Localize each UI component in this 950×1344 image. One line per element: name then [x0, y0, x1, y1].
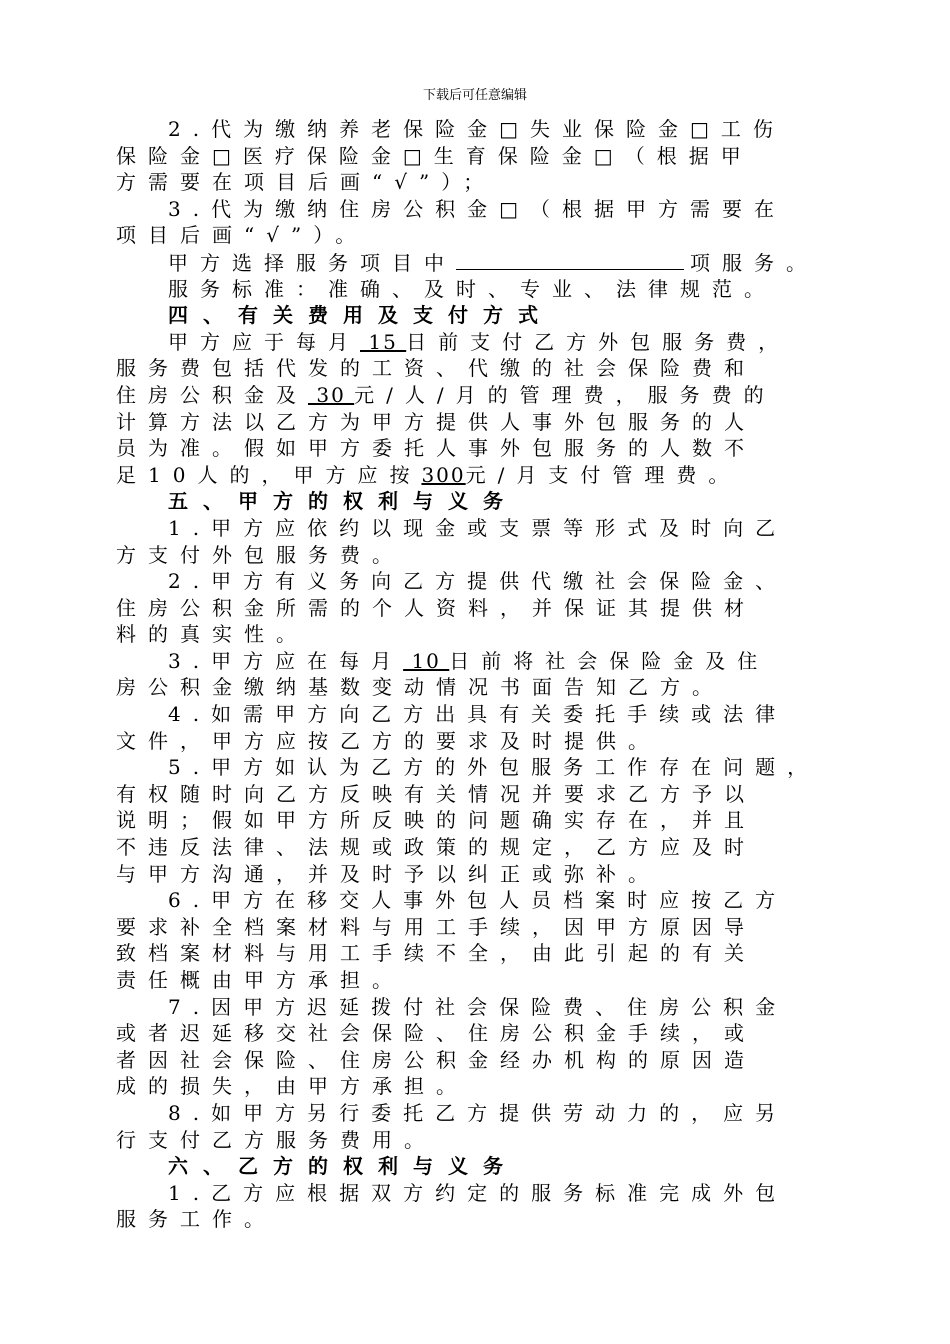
text-line: 服务标准：准确、及时、专业、法律规范。 — [168, 276, 776, 301]
text-line: 员为准。假如甲方委托人事外包服务的人数不 — [116, 436, 756, 461]
text-line: 1.乙方应根据双方约定的服务标准完成外包 — [168, 1180, 788, 1205]
line-text-before: 住房公积金及 — [116, 382, 308, 407]
contract-body — [116, 116, 828, 1233]
text-line: 4.如需甲方向乙方出具有关委托手续或法律 — [168, 702, 788, 727]
line-text-after: 日前支付乙方外包服务费， — [406, 329, 791, 354]
section-heading: 六、乙方的权利与义务 — [168, 1154, 518, 1179]
section-heading: 五、甲方的权利与义务 — [168, 489, 518, 514]
text-line: 行支付乙方服务费用。 — [116, 1127, 436, 1152]
text-line: 5.甲方如认为乙方的外包服务工作存在问题， — [168, 755, 820, 780]
text-line: 要求补全档案材料与用工手续，因甲方原因导 — [116, 914, 756, 939]
text-line: 6.甲方在移交人事外包人员档案时应按乙方 — [168, 888, 788, 913]
text-line — [116, 648, 828, 675]
text-line: 者因社会保险、住房公积金经办机构的原因造 — [116, 1047, 756, 1072]
text-line: 保险金□医疗保险金□生育保险金□（根据甲 — [116, 143, 753, 168]
text-line: 项目后画“√”）。 — [116, 223, 368, 248]
text-line: 2.甲方有义务向乙方提供代缴社会保险金、 — [168, 569, 788, 594]
underlined-value: 30 — [308, 382, 355, 407]
text-line — [116, 249, 828, 276]
text-line: 方支付外包服务费。 — [116, 542, 404, 567]
section-heading: 四、有关费用及支付方式 — [168, 303, 553, 328]
text-line: 不违反法律、法规或政策的规定，乙方应及时 — [116, 835, 756, 860]
text-line: 料的真实性。 — [116, 622, 308, 647]
text-line: 或者迟延移交社会保险、住房公积金手续，或 — [116, 1021, 756, 1046]
text-line: 服务费包括代发的工资、代缴的社会保险费和 — [116, 356, 756, 381]
line-text-before: 甲方应于每月 — [168, 329, 360, 354]
line-text-before: 甲方选择服务项目中 — [168, 250, 456, 275]
text-line: 有权随时向乙方反映有关情况并要求乙方予以 — [116, 781, 756, 806]
text-line — [116, 462, 828, 489]
text-line: 致档案材料与用工手续不全，由此引起的有关 — [116, 941, 756, 966]
text-line — [116, 382, 828, 409]
line-text-after: 元/月支付管理费。 — [465, 462, 741, 487]
line-text-before: 3.甲方应在每月 — [168, 648, 404, 673]
text-line: 7.因甲方迟延拨付社会保险费、住房公积金 — [168, 994, 788, 1019]
line-text-after: 元/人/月的管理费，服务费的 — [354, 382, 776, 407]
text-line: 说明；假如甲方所反映的问题确实存在，并且 — [116, 808, 756, 833]
underlined-value: 300 — [421, 462, 466, 487]
text-line: 成的损失，由甲方承担。 — [116, 1074, 468, 1099]
text-line: 责任概由甲方承担。 — [116, 968, 404, 992]
line-text-after: 项服务。 — [690, 250, 818, 275]
text-line: 住房公积金所需的个人资料，并保证其提供材 — [116, 595, 756, 620]
text-line: 与甲方沟通，并及时予以纠正或弥补。 — [116, 861, 660, 886]
text-line: 3.代为缴纳住房公积金□（根据甲方需要在 — [168, 196, 786, 221]
line-text-after: 日前将社会保险金及住 — [449, 648, 770, 673]
underlined-value: 10 — [403, 648, 450, 673]
text-line: 房公积金缴纳基数变动情况书面告知乙方。 — [116, 675, 724, 700]
text-line: 计算方法以乙方为甲方提供人事外包服务的人 — [116, 409, 756, 434]
text-line: 1.甲方应依约以现金或支票等形式及时向乙 — [168, 515, 788, 540]
text-line: 方需要在项目后画“√”）； — [116, 170, 496, 195]
page-header: 下载后可任意编辑 — [422, 88, 527, 103]
fill-in-blank — [456, 249, 684, 270]
line-text-before: 足10人的，甲方应按 — [116, 462, 422, 487]
text-line — [116, 329, 828, 356]
underlined-value: 15 — [360, 329, 407, 354]
text-line: 8.如甲方另行委托乙方提供劳动力的，应另 — [168, 1100, 788, 1125]
text-line: 服务工作。 — [116, 1207, 276, 1232]
text-line: 文件，甲方应按乙方的要求及时提供。 — [116, 728, 660, 753]
text-line: 2.代为缴纳养老保险金□失业保险金□工伤 — [168, 117, 785, 141]
